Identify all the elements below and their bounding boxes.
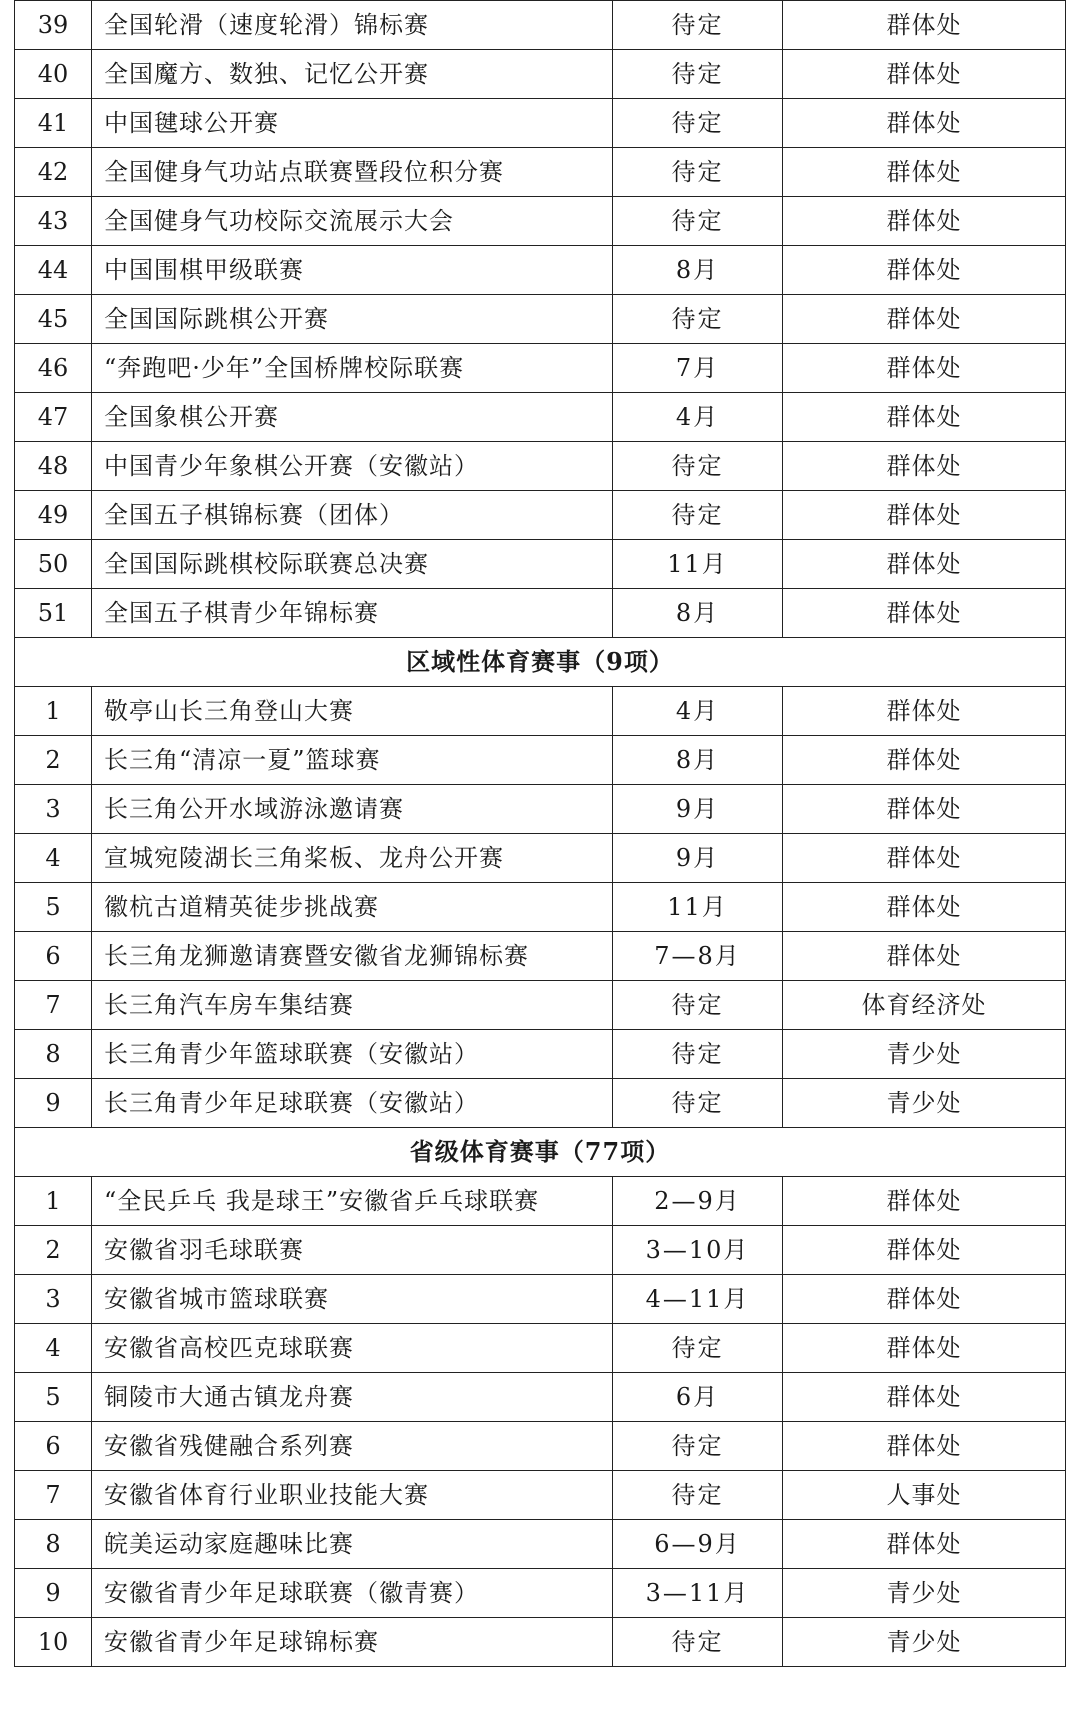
organizer-dept: 群体处 bbox=[783, 50, 1066, 99]
row-number: 3 bbox=[15, 785, 92, 834]
event-time: 待定 bbox=[613, 1079, 783, 1128]
row-number: 41 bbox=[15, 99, 92, 148]
table-row bbox=[15, 785, 1066, 834]
event-time: 11月 bbox=[613, 883, 783, 932]
organizer-dept: 群体处 bbox=[783, 1324, 1066, 1373]
event-time: 待定 bbox=[613, 99, 783, 148]
event-name: 全国健身气功校际交流展示大会 bbox=[92, 197, 613, 246]
event-time: 8月 bbox=[613, 736, 783, 785]
table-row bbox=[15, 393, 1066, 442]
organizer-dept: 群体处 bbox=[783, 932, 1066, 981]
event-time: 8月 bbox=[613, 589, 783, 638]
event-name: 安徽省青少年足球锦标赛 bbox=[92, 1618, 613, 1667]
organizer-dept: 群体处 bbox=[783, 589, 1066, 638]
row-number: 50 bbox=[15, 540, 92, 589]
row-number: 4 bbox=[15, 834, 92, 883]
organizer-dept: 青少处 bbox=[783, 1079, 1066, 1128]
event-name: 全国五子棋青少年锦标赛 bbox=[92, 589, 613, 638]
event-name: 长三角“清凉一夏”篮球赛 bbox=[92, 736, 613, 785]
row-number: 43 bbox=[15, 197, 92, 246]
section-header-row bbox=[15, 1128, 1066, 1177]
event-name: 全国魔方、数独、记忆公开赛 bbox=[92, 50, 613, 99]
row-number: 45 bbox=[15, 295, 92, 344]
row-number: 47 bbox=[15, 393, 92, 442]
row-number: 48 bbox=[15, 442, 92, 491]
organizer-dept: 群体处 bbox=[783, 344, 1066, 393]
row-number: 8 bbox=[15, 1030, 92, 1079]
table-row bbox=[15, 246, 1066, 295]
event-name: 中国毽球公开赛 bbox=[92, 99, 613, 148]
section-title: 省级体育赛事（77项） bbox=[15, 1128, 1066, 1177]
event-name: 全国国际跳棋校际联赛总决赛 bbox=[92, 540, 613, 589]
organizer-dept: 群体处 bbox=[783, 883, 1066, 932]
organizer-dept: 青少处 bbox=[783, 1618, 1066, 1667]
event-name: 安徽省高校匹克球联赛 bbox=[92, 1324, 613, 1373]
event-name: 徽杭古道精英徒步挑战赛 bbox=[92, 883, 613, 932]
organizer-dept: 群体处 bbox=[783, 99, 1066, 148]
table-body bbox=[15, 1, 1066, 1667]
table-row bbox=[15, 148, 1066, 197]
event-name: 安徽省青少年足球联赛（徽青赛） bbox=[92, 1569, 613, 1618]
table-row bbox=[15, 540, 1066, 589]
event-name: 敬亭山长三角登山大赛 bbox=[92, 687, 613, 736]
event-name: 安徽省体育行业职业技能大赛 bbox=[92, 1471, 613, 1520]
row-number: 9 bbox=[15, 1079, 92, 1128]
table-row bbox=[15, 1618, 1066, 1667]
row-number: 5 bbox=[15, 1373, 92, 1422]
row-number: 46 bbox=[15, 344, 92, 393]
row-number: 1 bbox=[15, 1177, 92, 1226]
table-row bbox=[15, 50, 1066, 99]
event-time: 待定 bbox=[613, 1471, 783, 1520]
organizer-dept: 青少处 bbox=[783, 1569, 1066, 1618]
event-time: 待定 bbox=[613, 295, 783, 344]
event-name: 长三角青少年足球联赛（安徽站） bbox=[92, 1079, 613, 1128]
row-number: 4 bbox=[15, 1324, 92, 1373]
row-number: 10 bbox=[15, 1618, 92, 1667]
event-time: 待定 bbox=[613, 981, 783, 1030]
organizer-dept: 群体处 bbox=[783, 1226, 1066, 1275]
event-name: 长三角青少年篮球联赛（安徽站） bbox=[92, 1030, 613, 1079]
event-time: 待定 bbox=[613, 1324, 783, 1373]
row-number: 7 bbox=[15, 1471, 92, 1520]
row-number: 2 bbox=[15, 736, 92, 785]
event-time: 待定 bbox=[613, 1030, 783, 1079]
row-number: 40 bbox=[15, 50, 92, 99]
table-row bbox=[15, 1275, 1066, 1324]
table-row bbox=[15, 1471, 1066, 1520]
event-name: 全国五子棋锦标赛（团体） bbox=[92, 491, 613, 540]
table-row bbox=[15, 981, 1066, 1030]
row-number: 1 bbox=[15, 687, 92, 736]
row-number: 9 bbox=[15, 1569, 92, 1618]
event-time: 待定 bbox=[613, 442, 783, 491]
row-number: 49 bbox=[15, 491, 92, 540]
table-row bbox=[15, 491, 1066, 540]
event-name: “全民乒乓 我是球王”安徽省乒乓球联赛 bbox=[92, 1177, 613, 1226]
organizer-dept: 群体处 bbox=[783, 393, 1066, 442]
organizer-dept: 群体处 bbox=[783, 687, 1066, 736]
event-name: 长三角公开水域游泳邀请赛 bbox=[92, 785, 613, 834]
table-row bbox=[15, 1324, 1066, 1373]
event-time: 9月 bbox=[613, 785, 783, 834]
event-time: 4—11月 bbox=[613, 1275, 783, 1324]
table-row bbox=[15, 736, 1066, 785]
table-row bbox=[15, 344, 1066, 393]
organizer-dept: 群体处 bbox=[783, 1177, 1066, 1226]
event-time: 待定 bbox=[613, 1618, 783, 1667]
organizer-dept: 群体处 bbox=[783, 148, 1066, 197]
event-time: 8月 bbox=[613, 246, 783, 295]
event-time: 待定 bbox=[613, 1422, 783, 1471]
event-time: 4月 bbox=[613, 393, 783, 442]
event-name: 安徽省残健融合系列赛 bbox=[92, 1422, 613, 1471]
event-name: 长三角汽车房车集结赛 bbox=[92, 981, 613, 1030]
row-number: 6 bbox=[15, 932, 92, 981]
event-time: 6—9月 bbox=[613, 1520, 783, 1569]
row-number: 8 bbox=[15, 1520, 92, 1569]
organizer-dept: 群体处 bbox=[783, 1373, 1066, 1422]
event-time: 待定 bbox=[613, 197, 783, 246]
organizer-dept: 人事处 bbox=[783, 1471, 1066, 1520]
table-row bbox=[15, 99, 1066, 148]
event-name: 全国象棋公开赛 bbox=[92, 393, 613, 442]
event-time: 待定 bbox=[613, 1, 783, 50]
row-number: 51 bbox=[15, 589, 92, 638]
organizer-dept: 群体处 bbox=[783, 246, 1066, 295]
event-name: 中国青少年象棋公开赛（安徽站） bbox=[92, 442, 613, 491]
table-row bbox=[15, 1, 1066, 50]
event-time: 3—10月 bbox=[613, 1226, 783, 1275]
organizer-dept: 群体处 bbox=[783, 540, 1066, 589]
events-table bbox=[14, 0, 1066, 1667]
event-time: 6月 bbox=[613, 1373, 783, 1422]
organizer-dept: 群体处 bbox=[783, 785, 1066, 834]
table-row bbox=[15, 589, 1066, 638]
organizer-dept: 群体处 bbox=[783, 1520, 1066, 1569]
table-row bbox=[15, 295, 1066, 344]
organizer-dept: 体育经济处 bbox=[783, 981, 1066, 1030]
section-title: 区域性体育赛事（9项） bbox=[15, 638, 1066, 687]
row-number: 2 bbox=[15, 1226, 92, 1275]
table-row bbox=[15, 1226, 1066, 1275]
table-row bbox=[15, 932, 1066, 981]
row-number: 44 bbox=[15, 246, 92, 295]
organizer-dept: 群体处 bbox=[783, 736, 1066, 785]
row-number: 39 bbox=[15, 1, 92, 50]
section-header-row bbox=[15, 638, 1066, 687]
row-number: 42 bbox=[15, 148, 92, 197]
organizer-dept: 群体处 bbox=[783, 1275, 1066, 1324]
row-number: 6 bbox=[15, 1422, 92, 1471]
event-time: 4月 bbox=[613, 687, 783, 736]
event-name: 全国国际跳棋公开赛 bbox=[92, 295, 613, 344]
table-row bbox=[15, 442, 1066, 491]
organizer-dept: 群体处 bbox=[783, 442, 1066, 491]
event-name: 铜陵市大通古镇龙舟赛 bbox=[92, 1373, 613, 1422]
event-time: 9月 bbox=[613, 834, 783, 883]
row-number: 5 bbox=[15, 883, 92, 932]
organizer-dept: 群体处 bbox=[783, 197, 1066, 246]
table-row bbox=[15, 1030, 1066, 1079]
event-name: 全国轮滑（速度轮滑）锦标赛 bbox=[92, 1, 613, 50]
organizer-dept: 群体处 bbox=[783, 1422, 1066, 1471]
table-row bbox=[15, 1422, 1066, 1471]
table-row bbox=[15, 1177, 1066, 1226]
row-number: 3 bbox=[15, 1275, 92, 1324]
event-time: 11月 bbox=[613, 540, 783, 589]
table-row bbox=[15, 687, 1066, 736]
event-time: 待定 bbox=[613, 50, 783, 99]
table-row bbox=[15, 197, 1066, 246]
table-row bbox=[15, 1373, 1066, 1422]
organizer-dept: 群体处 bbox=[783, 491, 1066, 540]
event-name: 中国围棋甲级联赛 bbox=[92, 246, 613, 295]
event-name: “奔跑吧·少年”全国桥牌校际联赛 bbox=[92, 344, 613, 393]
event-time: 2—9月 bbox=[613, 1177, 783, 1226]
event-time: 待定 bbox=[613, 491, 783, 540]
organizer-dept: 群体处 bbox=[783, 295, 1066, 344]
event-time: 7月 bbox=[613, 344, 783, 393]
event-time: 7—8月 bbox=[613, 932, 783, 981]
organizer-dept: 群体处 bbox=[783, 834, 1066, 883]
table-row bbox=[15, 1079, 1066, 1128]
event-time: 待定 bbox=[613, 148, 783, 197]
event-name: 全国健身气功站点联赛暨段位积分赛 bbox=[92, 148, 613, 197]
event-time: 3—11月 bbox=[613, 1569, 783, 1618]
table-row bbox=[15, 1520, 1066, 1569]
organizer-dept: 青少处 bbox=[783, 1030, 1066, 1079]
organizer-dept: 群体处 bbox=[783, 1, 1066, 50]
table-row bbox=[15, 834, 1066, 883]
table-row bbox=[15, 883, 1066, 932]
table-row bbox=[15, 1569, 1066, 1618]
event-name: 安徽省羽毛球联赛 bbox=[92, 1226, 613, 1275]
event-name: 安徽省城市篮球联赛 bbox=[92, 1275, 613, 1324]
event-name: 皖美运动家庭趣味比赛 bbox=[92, 1520, 613, 1569]
row-number: 7 bbox=[15, 981, 92, 1030]
event-name: 宣城宛陵湖长三角桨板、龙舟公开赛 bbox=[92, 834, 613, 883]
event-name: 长三角龙狮邀请赛暨安徽省龙狮锦标赛 bbox=[92, 932, 613, 981]
